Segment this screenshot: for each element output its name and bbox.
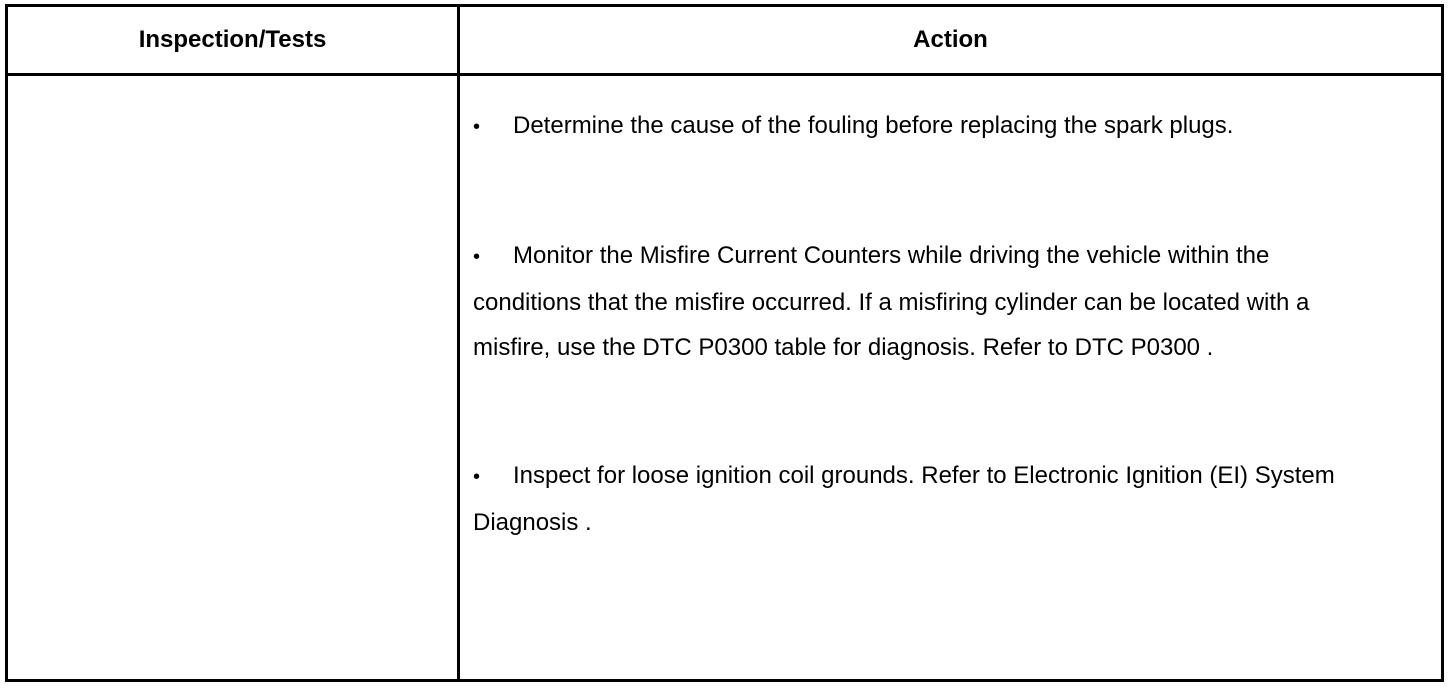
- column-divider: [457, 7, 460, 679]
- action-item-text: Monitor the Misfire Current Counters while driving the vehicle within the conditions that the misfire occurred. If a misfiring cylinder can be located with a misfire, use the DTC P0300 table for diagnosis. Refer to DTC P0300 .: [473, 242, 1310, 361]
- action-item: [473, 103, 1353, 150]
- header-inspection-tests: Inspection/Tests: [138, 26, 327, 53]
- bullet-dot: •: [473, 246, 481, 268]
- header-row-divider: [8, 73, 1441, 76]
- diagnostic-table: [5, 4, 1444, 682]
- action-item-text: Inspect for loose ignition coil grounds. Refer to Electronic Ignition (EI) System Diagnosis .: [473, 462, 1335, 536]
- action-item-text: Determine the cause of the fouling before replacing the spark plugs.: [513, 112, 1234, 139]
- action-item: [473, 453, 1353, 545]
- bullet-dot: •: [473, 116, 481, 138]
- header-action: Action: [913, 26, 988, 53]
- bullet-dot: •: [473, 466, 481, 488]
- action-item: [473, 233, 1353, 370]
